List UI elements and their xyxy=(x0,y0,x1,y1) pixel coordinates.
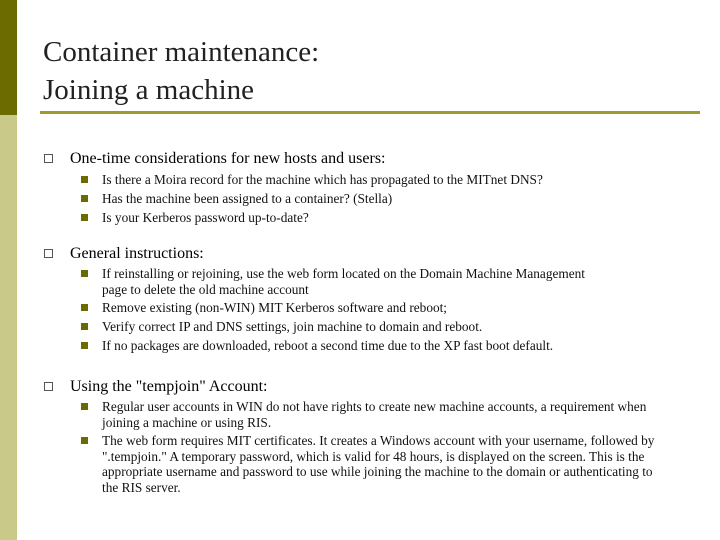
title-underline xyxy=(40,111,700,114)
slide-title xyxy=(43,33,683,109)
section-bullet-icon xyxy=(44,249,53,258)
list-item: Is there a Moira record for the machine which has propagated to the MITnet DNS? xyxy=(102,172,543,187)
item-bullet-icon xyxy=(81,342,88,349)
section-bullet-icon xyxy=(44,382,53,391)
list-item: Has the machine been assigned to a container? (Stella) xyxy=(102,191,393,206)
list-item: If reinstalling or rejoining, use the web form located on the Domain Machine Management page to delete the old machine account xyxy=(102,266,585,297)
list-item: The web form requires MIT certificates. It creates a Windows account with your username, followed by ".tempjoin." A temporary password, which is valid for 48 hours, is displayed on the screen. This is the appropriate username and password to use while joining the machine to the domain or authenticating to the RIS server. xyxy=(102,433,655,495)
item-bullet-icon xyxy=(81,270,88,277)
item-bullet-icon xyxy=(81,214,88,221)
list-item: Regular user accounts in WIN do not have rights to create new machine accounts, a requirement when joining a machine or using RIS. xyxy=(102,399,647,430)
item-bullet-icon xyxy=(81,195,88,202)
item-bullet-icon xyxy=(81,176,88,183)
left-accent-bar-light xyxy=(0,115,17,540)
list-item: Verify correct IP and DNS settings, join machine to domain and reboot. xyxy=(102,319,483,334)
list-item: Is your Kerberos password up-to-date? xyxy=(102,210,309,225)
title-line-2: Joining a machine xyxy=(43,74,255,106)
list-item: Remove existing (non-WIN) MIT Kerberos software and reboot; xyxy=(102,300,448,315)
item-bullet-icon xyxy=(81,323,88,330)
title-line-1: Container maintenance: xyxy=(43,36,320,68)
section-heading-2: General instructions: xyxy=(70,245,204,262)
item-bullet-icon xyxy=(81,403,88,410)
left-accent-bar-dark xyxy=(0,0,17,115)
item-bullet-icon xyxy=(81,437,88,444)
item-bullet-icon xyxy=(81,304,88,311)
section-heading-1: One-time considerations for new hosts and users: xyxy=(70,150,386,167)
list-item: If no packages are downloaded, reboot a second time due to the XP fast boot default. xyxy=(102,338,554,353)
section-heading-3: Using the "tempjoin" Account: xyxy=(70,378,268,395)
section-bullet-icon xyxy=(44,154,53,163)
